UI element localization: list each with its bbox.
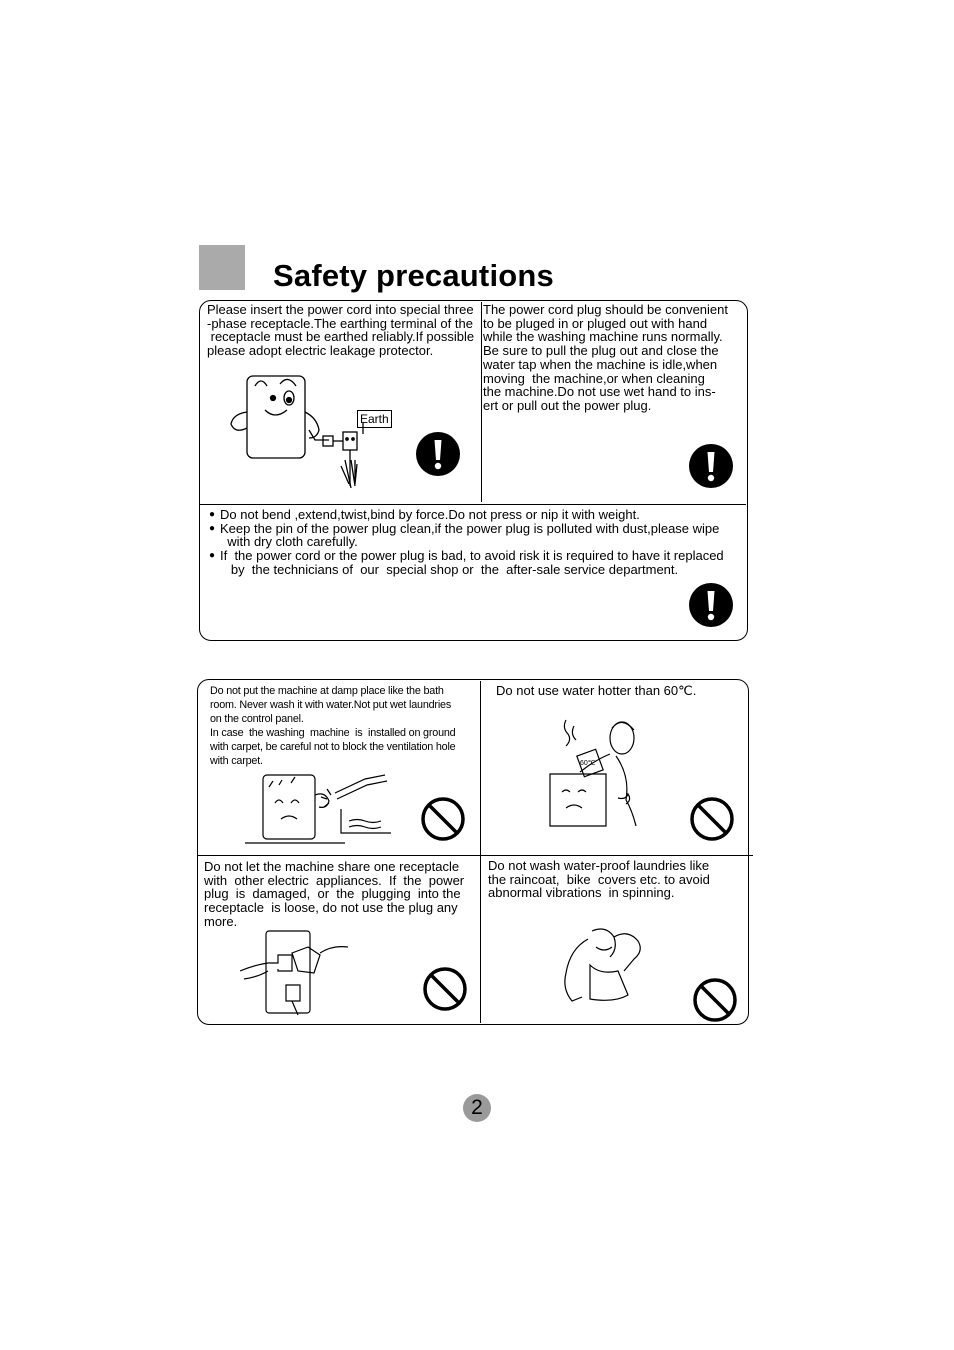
- bullet-text: Do not bend ,extend,twist,bind by force.Do not press or nip it with weight.: [220, 507, 640, 522]
- bullet-dot: ●: [209, 509, 216, 520]
- shared-receptacle-warning-text: Do not let the machine share one receptacle with other electric appliances. If the power plug is damaged, or the plugging into the receptacle is loose, do not use the plug any more.: [204, 859, 465, 929]
- section-marker: [199, 245, 245, 290]
- exclamation-warning-icon: [688, 582, 734, 628]
- hot-water-pouring-illustration: [540, 716, 640, 831]
- bullet-dot: ●: [209, 550, 216, 562]
- earthed-machine-illustration: [225, 368, 405, 493]
- raincoat-illustration: [560, 925, 645, 1005]
- damp-place-warning-text: Do not put the machine at damp place like the bath room. Never wash it with water.Not put wet laundries on the control panel. In case the washing machine is installed on ground with carpet, be careful not to block the ventilation hole with carpet.: [210, 685, 456, 767]
- list-item: [209, 522, 724, 549]
- box2-column-divider: [480, 681, 481, 1023]
- page-title: Safety precautions: [273, 258, 554, 293]
- exclamation-warning-icon: [415, 431, 461, 477]
- bullet-dot: ●: [209, 522, 216, 534]
- box1-column-divider: [481, 302, 482, 502]
- bullet-text: Keep the pin of the power plug clean,if the power plug is polluted with dust,please wipe with dry cloth carefully.: [220, 520, 720, 550]
- plug-usage-instruction-text: The power cord plug should be convenient to be pluged in or pluged out with hand while the washing machine runs normally. Be sure to pull the plug out and close the water tap when the machine is idle,when moving the machine,or when cleaning the machine.Do not use wet hand to ins- ert or pull out the power plug.: [483, 302, 728, 413]
- prohibition-icon: [422, 966, 468, 1012]
- prohibition-icon: [689, 796, 735, 842]
- box2-row-divider: [198, 855, 753, 856]
- thermometer-label: 60℃: [580, 760, 596, 767]
- hot-water-warning-text: Do not use water hotter than 60℃.: [496, 683, 697, 698]
- earth-label: Earth: [357, 410, 392, 428]
- waterproof-laundry-warning-text: Do not wash water-proof laundries like the raincoat, bike covers etc. to avoid abnormal vibrations in spinning.: [488, 858, 710, 901]
- list-item: [209, 508, 724, 522]
- machine-water-spray-illustration: [245, 765, 395, 847]
- prohibition-icon: [692, 977, 738, 1023]
- earthing-instruction-text: Please insert the power cord into special three -phase receptacle.The earthing terminal of the receptacle must be earthed reliably.If possible please adopt electric leakage protector.: [207, 302, 475, 359]
- box1-row-divider: [200, 504, 746, 505]
- power-cord-bullet-list: [209, 508, 724, 577]
- exclamation-warning-icon: [688, 443, 734, 489]
- list-item: [209, 549, 724, 576]
- prohibition-icon: [420, 796, 466, 842]
- page-number: 2: [463, 1094, 491, 1122]
- bullet-text: If the power cord or the power plug is bad, to avoid risk it is required to have it replaced by the technicians of our special shop or the after-sale service department.: [220, 548, 724, 577]
- overloaded-receptacle-illustration: [240, 925, 350, 1020]
